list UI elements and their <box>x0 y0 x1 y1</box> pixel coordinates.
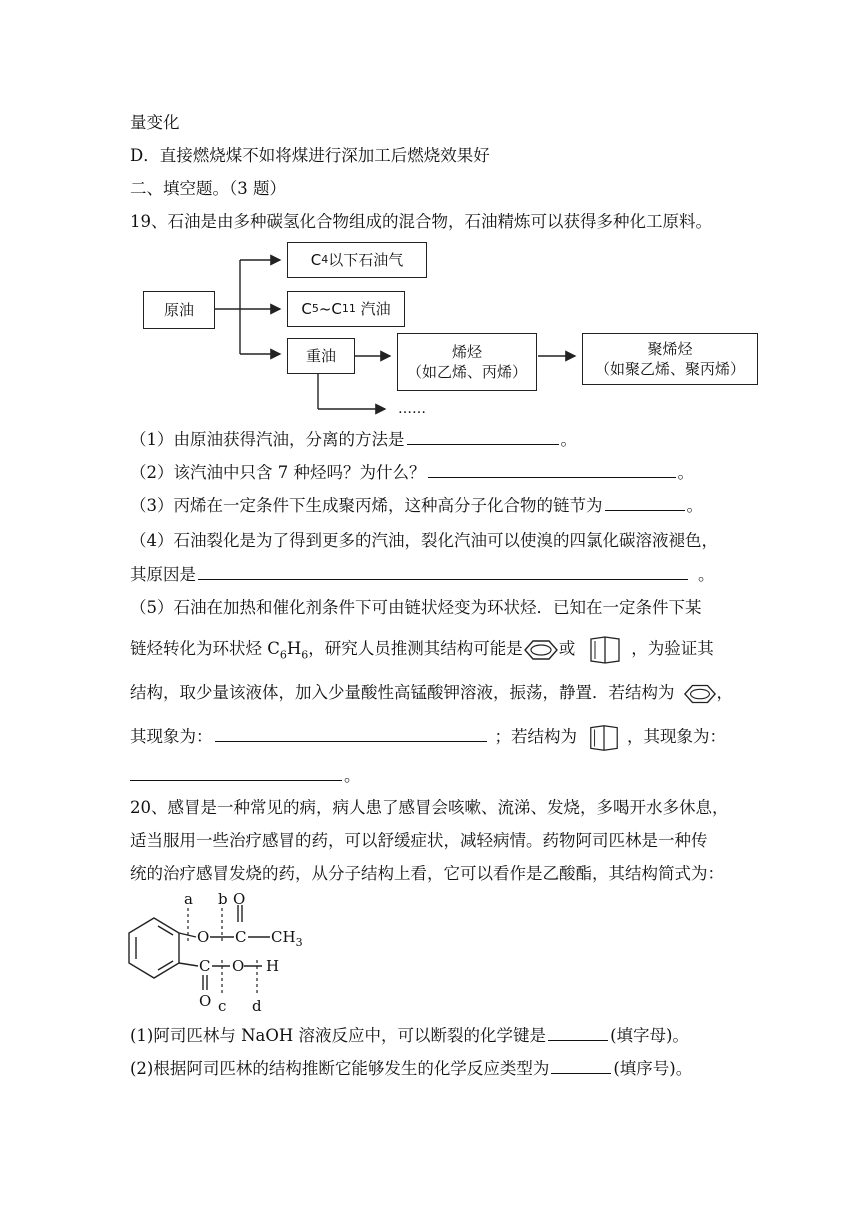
section-heading: 二、填空题。（3 题） <box>130 179 286 198</box>
answer-blank[interactable] <box>198 563 688 580</box>
q19-part5-line3: 结构，取少量该液体，加入少量酸性高锰酸钾溶液，振荡，静置．若结构为 ， <box>130 680 733 706</box>
answer-blank[interactable] <box>551 1057 611 1074</box>
ester-oxygen: O <box>197 928 210 946</box>
more-products-ellipsis: …… <box>398 401 426 417</box>
option-d: D．直接燃烧煤不如将煤进行深加工后燃烧效果好 <box>130 146 490 165</box>
answer-blank[interactable] <box>130 764 342 781</box>
q19-part2: （2）该汽油中只含 7 种烃吗？为什么？ 。 <box>130 463 694 482</box>
q20-part2: (2)根据阿司匹林的结构推断它能够发生的化学反应类型为 (填序号)。 <box>130 1059 693 1078</box>
q19-part4-line2: 其原因是 。 <box>130 565 715 584</box>
acid-carbon: C <box>199 957 211 975</box>
q20-part1: (1)阿司匹林与 NaOH 溶液反应中，可以断裂的化学键是 (填字母)。 <box>130 1026 689 1045</box>
q19-part4-line1: （4）石油裂化是为了得到更多的汽油，裂化汽油可以使溴的四氯化碳溶液褪色， <box>130 531 718 550</box>
acid-oxygen: O <box>232 957 245 975</box>
benzene-ring-icon <box>523 639 559 661</box>
question-20-line2: 适当服用一些治疗感冒的药，可以舒缓症状，减轻病情。药物阿司匹林是一种传 <box>130 831 708 850</box>
bond-label-a: a <box>184 890 193 908</box>
q19-part5-line4: 其现象为： ；若结构为 ，其现象为： <box>130 722 726 753</box>
answer-blank[interactable] <box>428 461 676 478</box>
olefin-box: 烯烃 （如乙烯、丙烯） <box>397 333 537 391</box>
prismane-structure-icon <box>587 635 623 665</box>
crude-oil-box: 原油 <box>143 291 215 329</box>
question-20-line3: 统的治疗感冒发烧的药，从分子结构上看，它可以看作是乙酸酯，其结构简式为： <box>130 864 724 883</box>
bond-label-d: d <box>252 997 262 1015</box>
methyl-group: $CH_3$ <box>271 928 303 949</box>
benzene-ring-icon <box>683 683 717 705</box>
q19-part5-line1: （5）石油在加热和催化剂条件下可由链状烃变为环状烃．已知在一定条件下某 <box>130 598 702 617</box>
q19-part3: （3）丙烯在一定条件下生成聚丙烯，这种高分子化合物的链节为 。 <box>130 496 703 515</box>
text-line: 量变化 <box>130 113 180 132</box>
carbonyl-oxygen-bottom: O <box>199 992 212 1010</box>
answer-blank[interactable] <box>215 725 487 742</box>
answer-blank[interactable] <box>605 494 685 511</box>
question-19-stem: 19、石油是由多种碳氢化合物组成的混合物，石油精炼可以获得多种化工原料。 <box>130 212 712 231</box>
question-20-line1: 20、感冒是一种常见的病，病人患了感冒会咳嗽、流涕、发烧，多喝开水多休息， <box>130 798 729 817</box>
ester-carbon: C <box>235 928 247 946</box>
lpg-box: C 4 以下石油气 <box>287 242 427 278</box>
gasoline-box: C 5 ~C 11 汽油 <box>287 291 405 327</box>
q19-part1: （1）由原油获得汽油，分离的方法是 。 <box>130 430 577 449</box>
heavy-oil-box: 重油 <box>287 338 355 374</box>
answer-blank[interactable] <box>407 428 559 445</box>
carbonyl-oxygen-top: O <box>233 890 246 908</box>
bond-label-b: b <box>218 890 228 908</box>
q19-part5-line5: 。 <box>130 764 361 787</box>
acid-hydrogen: H <box>266 957 280 975</box>
polyolefin-box: 聚烯烃 （如聚乙烯、聚丙烯） <box>582 333 758 385</box>
bond-label-c: c <box>218 997 227 1015</box>
answer-blank[interactable] <box>548 1024 608 1041</box>
prismane-structure-icon <box>587 723 621 753</box>
q19-part5-line2: 链烃转化为环状烃 $C_6H_6$，研究人员推测其结构可能是 或 ，为验证其 <box>130 634 714 670</box>
